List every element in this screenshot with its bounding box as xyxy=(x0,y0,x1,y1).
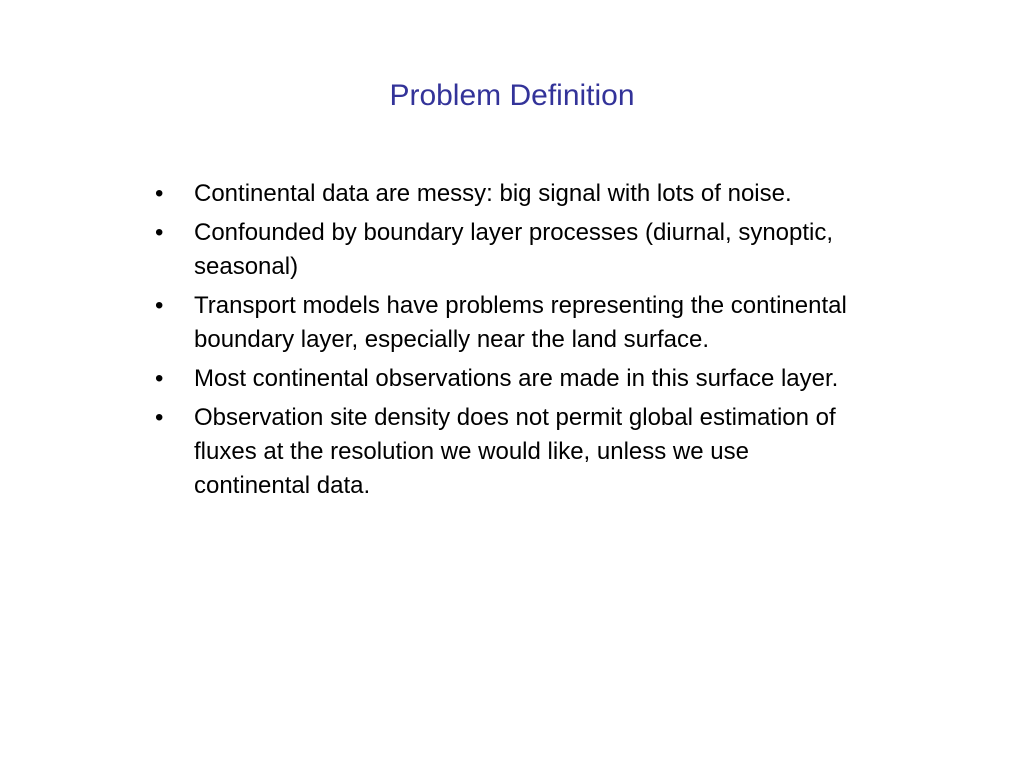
bullet-item-5 xyxy=(155,401,855,503)
bullet-icon: • xyxy=(155,292,164,319)
bullet-item-3 xyxy=(155,289,855,357)
bullet-item-4 xyxy=(155,362,855,396)
bullet-item-1 xyxy=(155,177,855,211)
bullet-text: Most continental observations are made in this surface layer. xyxy=(194,365,839,392)
bullet-icon: • xyxy=(155,404,164,431)
bullet-text: Confounded by boundary layer processes (diurnal, synoptic, seasonal) xyxy=(194,219,834,280)
bullet-icon: • xyxy=(155,219,164,246)
slide-title: Problem Definition xyxy=(389,79,635,112)
bullet-icon: • xyxy=(155,365,164,392)
bullet-text: Observation site density does not permit global estimation of fluxes at the resolution we would like, unless we use continental data. xyxy=(194,404,836,499)
bullet-text: Transport models have problems representing the continental boundary layer, especially near the land surface. xyxy=(194,292,847,353)
bullet-list xyxy=(155,177,855,508)
bullet-item-2 xyxy=(155,216,855,284)
bullet-icon: • xyxy=(155,180,164,207)
bullet-text: Continental data are messy: big signal with lots of noise. xyxy=(194,180,792,207)
